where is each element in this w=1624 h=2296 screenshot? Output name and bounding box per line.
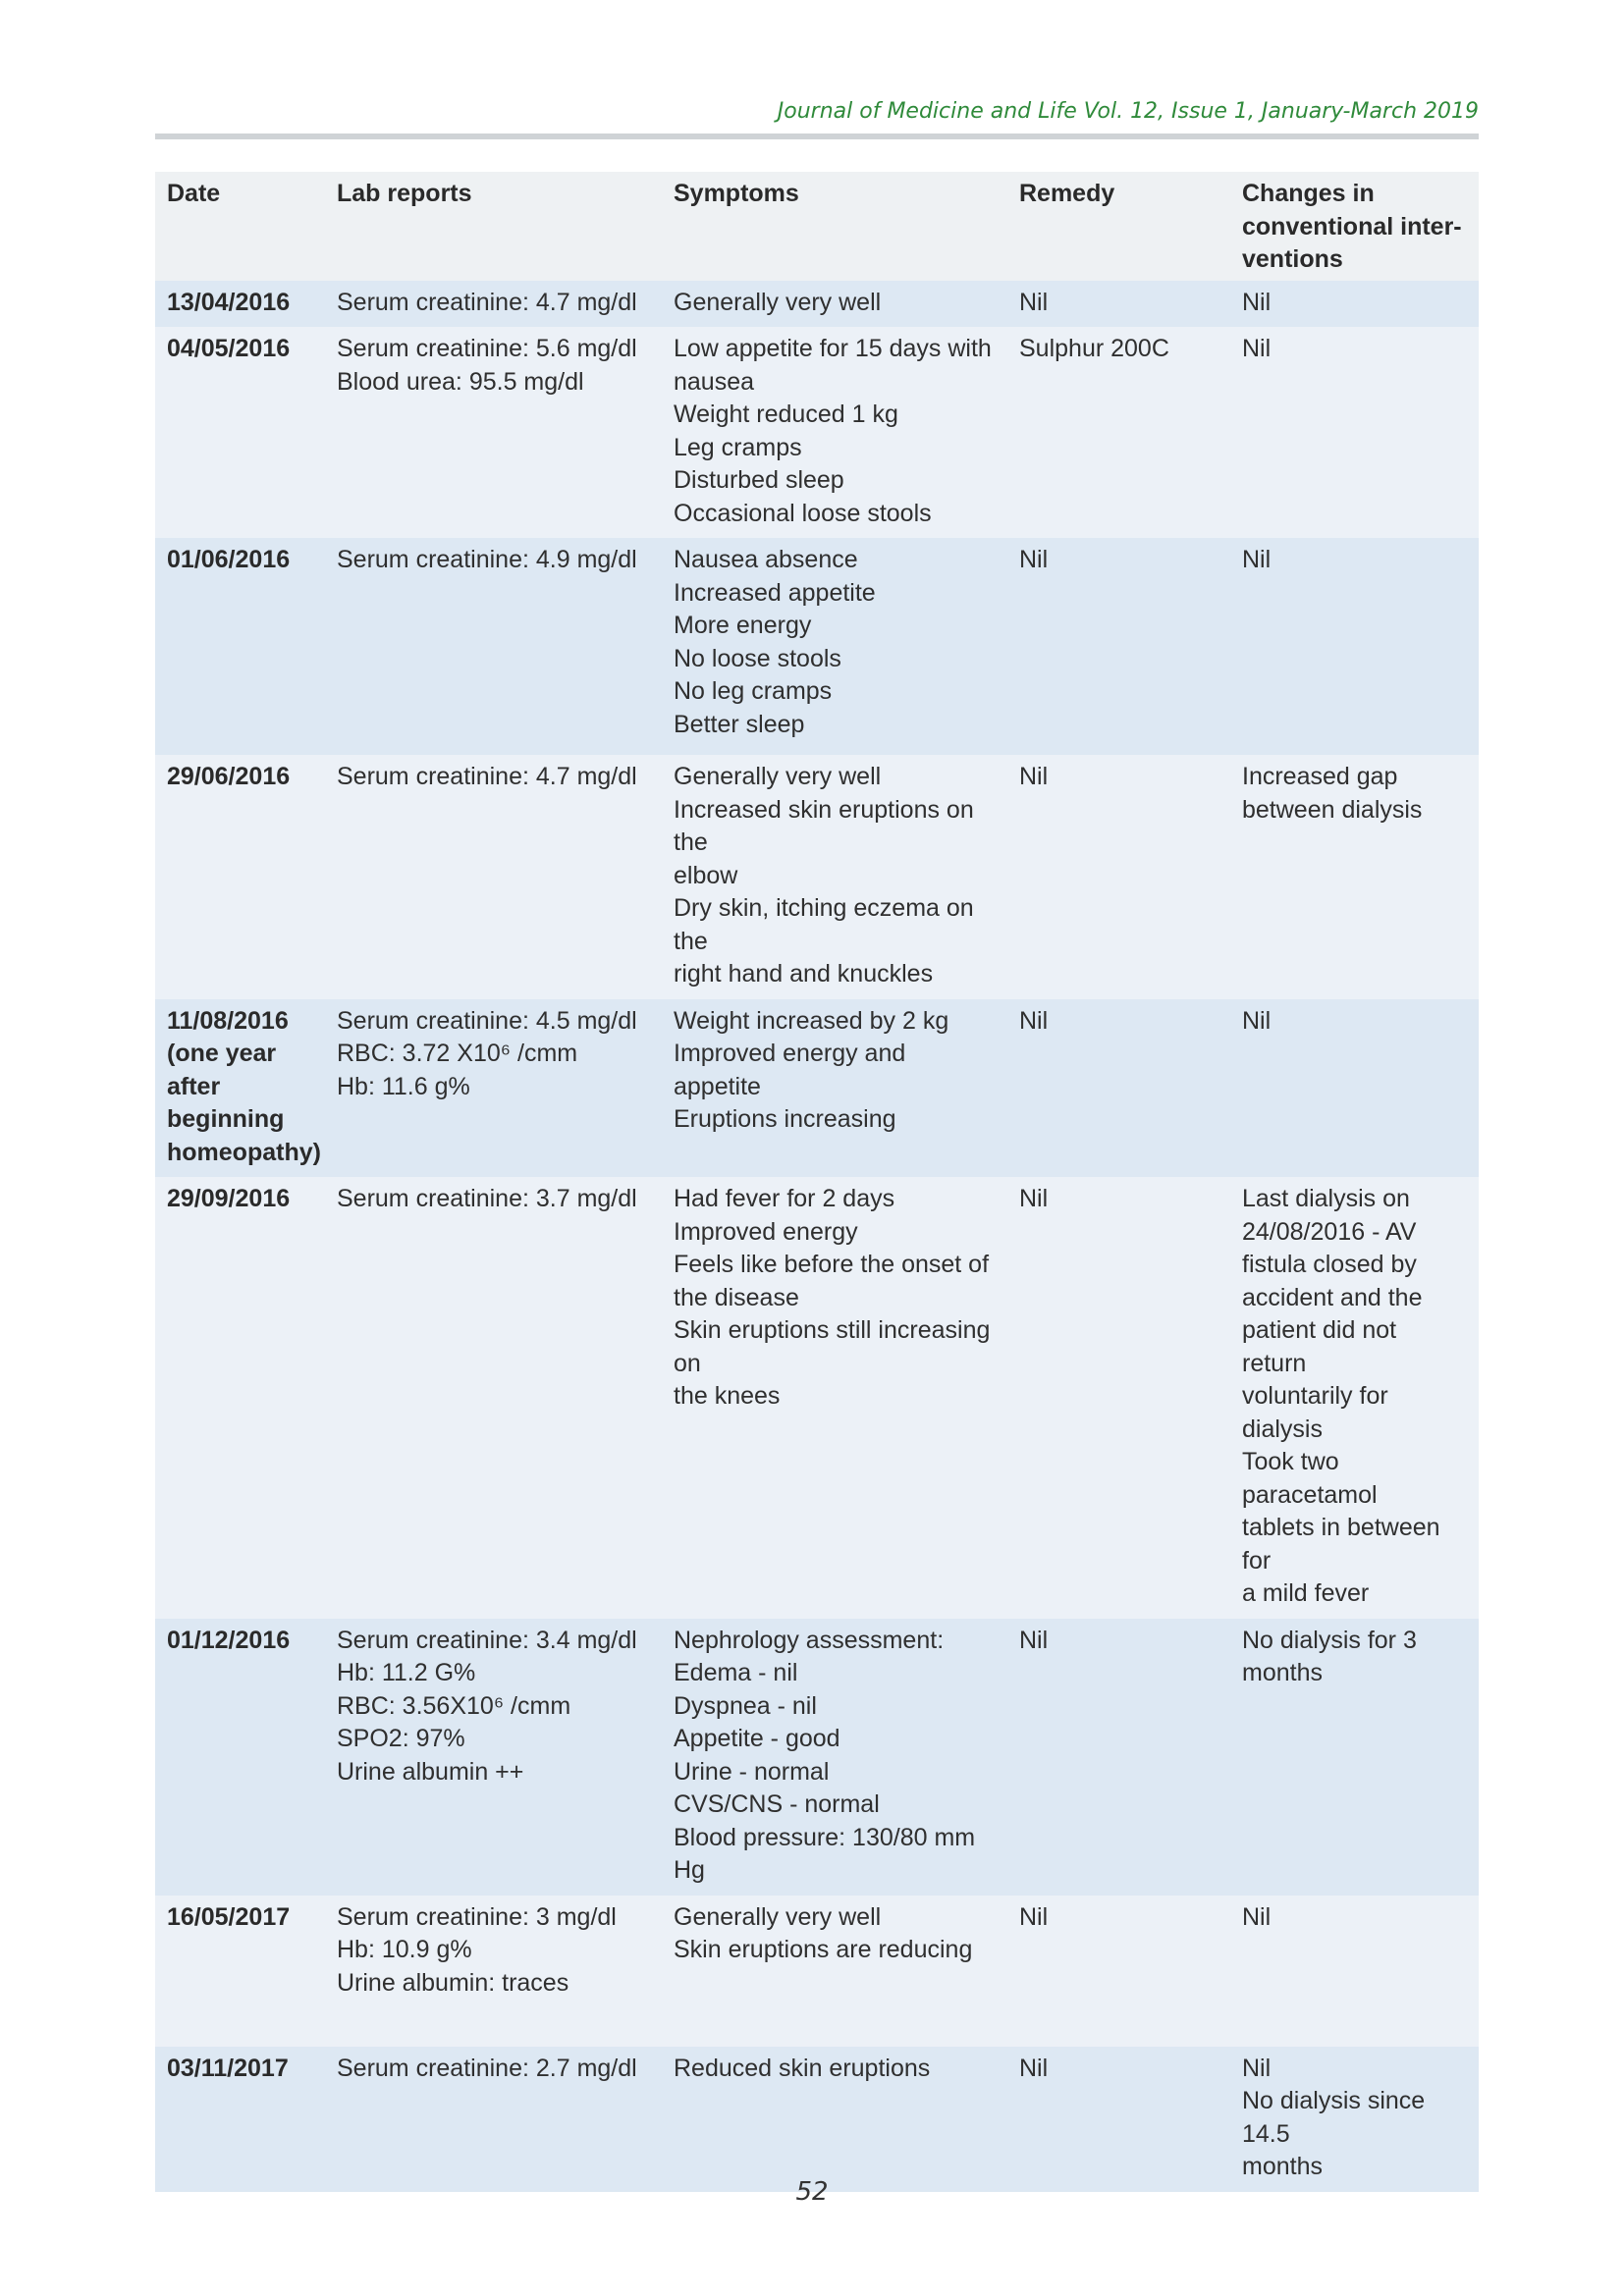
cell-lab-reports: Serum creatinine: 2.7 mg/dl [325,2047,662,2192]
cell-remedy: Nil [1007,538,1230,755]
cell-symptoms: Weight increased by 2 kg Improved energy and appetite Eruptions increasing [662,999,1007,1178]
journal-header: Journal of Medicine and Life Vol. 12, Issue 1, January-March 2019 [777,99,1479,124]
cell-lab-reports: Serum creatinine: 4.7 mg/dl [325,755,662,999]
table-row [155,1896,1479,2047]
cell-lab-reports: Serum creatinine: 3 mg/dl Hb: 10.9 g% Urine albumin: traces [325,1896,662,2047]
cell-symptoms: Generally very well [662,281,1007,328]
table-row [155,1619,1479,1896]
cell-symptoms: Nausea absence Increased appetite More energy No loose stools No leg cramps Better sleep [662,538,1007,755]
cell-lab-reports: Serum creatinine: 4.5 mg/dl RBC: 3.72 X10⁶ /cmm Hb: 11.6 g% [325,999,662,1178]
column-header-remedy: Remedy [1007,172,1230,281]
cell-lab-reports: Serum creatinine: 5.6 mg/dl Blood urea: 95.5 mg/dl [325,327,662,538]
cell-changes: Nil [1230,327,1479,538]
table-row [155,1177,1479,1619]
table-row [155,538,1479,755]
header-rule [155,133,1479,139]
cell-date: 16/05/2017 [155,1896,325,2047]
cell-changes: Nil [1230,538,1479,755]
cell-symptoms: Reduced skin eruptions [662,2047,1007,2192]
cell-symptoms: Low appetite for 15 days with nausea Weight reduced 1 kg Leg cramps Disturbed sleep Occasional loose stools [662,327,1007,538]
cell-date: 01/06/2016 [155,538,325,755]
table-row [155,281,1479,328]
table-header-row [155,172,1479,281]
cell-remedy: Nil [1007,1177,1230,1619]
cell-remedy: Sulphur 200C [1007,327,1230,538]
cell-symptoms: Had fever for 2 days Improved energy Feels like before the onset of the disease Skin eruptions still increasing on the knees [662,1177,1007,1619]
cell-changes: No dialysis for 3 months [1230,1619,1479,1896]
cell-changes: Nil [1230,999,1479,1178]
cell-date: 11/08/2016 (one year after beginning homeopathy) [155,999,325,1178]
table-row [155,2047,1479,2192]
cell-remedy: Nil [1007,755,1230,999]
cell-date: 01/12/2016 [155,1619,325,1896]
cell-remedy: Nil [1007,1896,1230,2047]
cell-lab-reports: Serum creatinine: 4.9 mg/dl [325,538,662,755]
cell-changes: Last dialysis on 24/08/2016 - AV fistula closed by accident and the patient did not return voluntarily for dialysis Took two paracetamol tablets in between for a mild fever [1230,1177,1479,1619]
cell-lab-reports: Serum creatinine: 3.7 mg/dl [325,1177,662,1619]
table-row [155,755,1479,999]
page-number: 52 [795,2177,829,2207]
cell-remedy: Nil [1007,999,1230,1178]
cell-changes: Increased gap between dialysis [1230,755,1479,999]
column-header-changes: Changes in conventional inter-ventions [1230,172,1479,281]
cell-lab-reports: Serum creatinine: 4.7 mg/dl [325,281,662,328]
cell-changes: Nil [1230,281,1479,328]
column-header-lab-reports: Lab reports [325,172,662,281]
cell-date: 13/04/2016 [155,281,325,328]
cell-remedy: Nil [1007,281,1230,328]
cell-changes: Nil [1230,1896,1479,2047]
cell-lab-reports: Serum creatinine: 3.4 mg/dl Hb: 11.2 G% RBC: 3.56X10⁶ /cmm SPO2: 97% Urine albumin ++ [325,1619,662,1896]
cell-date: 29/09/2016 [155,1177,325,1619]
column-header-date: Date [155,172,325,281]
cell-changes: Nil No dialysis since 14.5 months [1230,2047,1479,2192]
cell-symptoms: Generally very well Increased skin eruptions on the elbow Dry skin, itching eczema on the right hand and knuckles [662,755,1007,999]
cell-symptoms: Generally very well Skin eruptions are reducing [662,1896,1007,2047]
cell-date: 04/05/2016 [155,327,325,538]
column-header-symptoms: Symptoms [662,172,1007,281]
table-row [155,999,1479,1178]
cell-date: 03/11/2017 [155,2047,325,2192]
cell-remedy: Nil [1007,2047,1230,2192]
cell-date: 29/06/2016 [155,755,325,999]
cell-remedy: Nil [1007,1619,1230,1896]
case-timeline-table [155,172,1479,2192]
cell-symptoms: Nephrology assessment: Edema - nil Dyspnea - nil Appetite - good Urine - normal CVS/CNS - normal Blood pressure: 130/80 mm Hg [662,1619,1007,1896]
table-row [155,327,1479,538]
